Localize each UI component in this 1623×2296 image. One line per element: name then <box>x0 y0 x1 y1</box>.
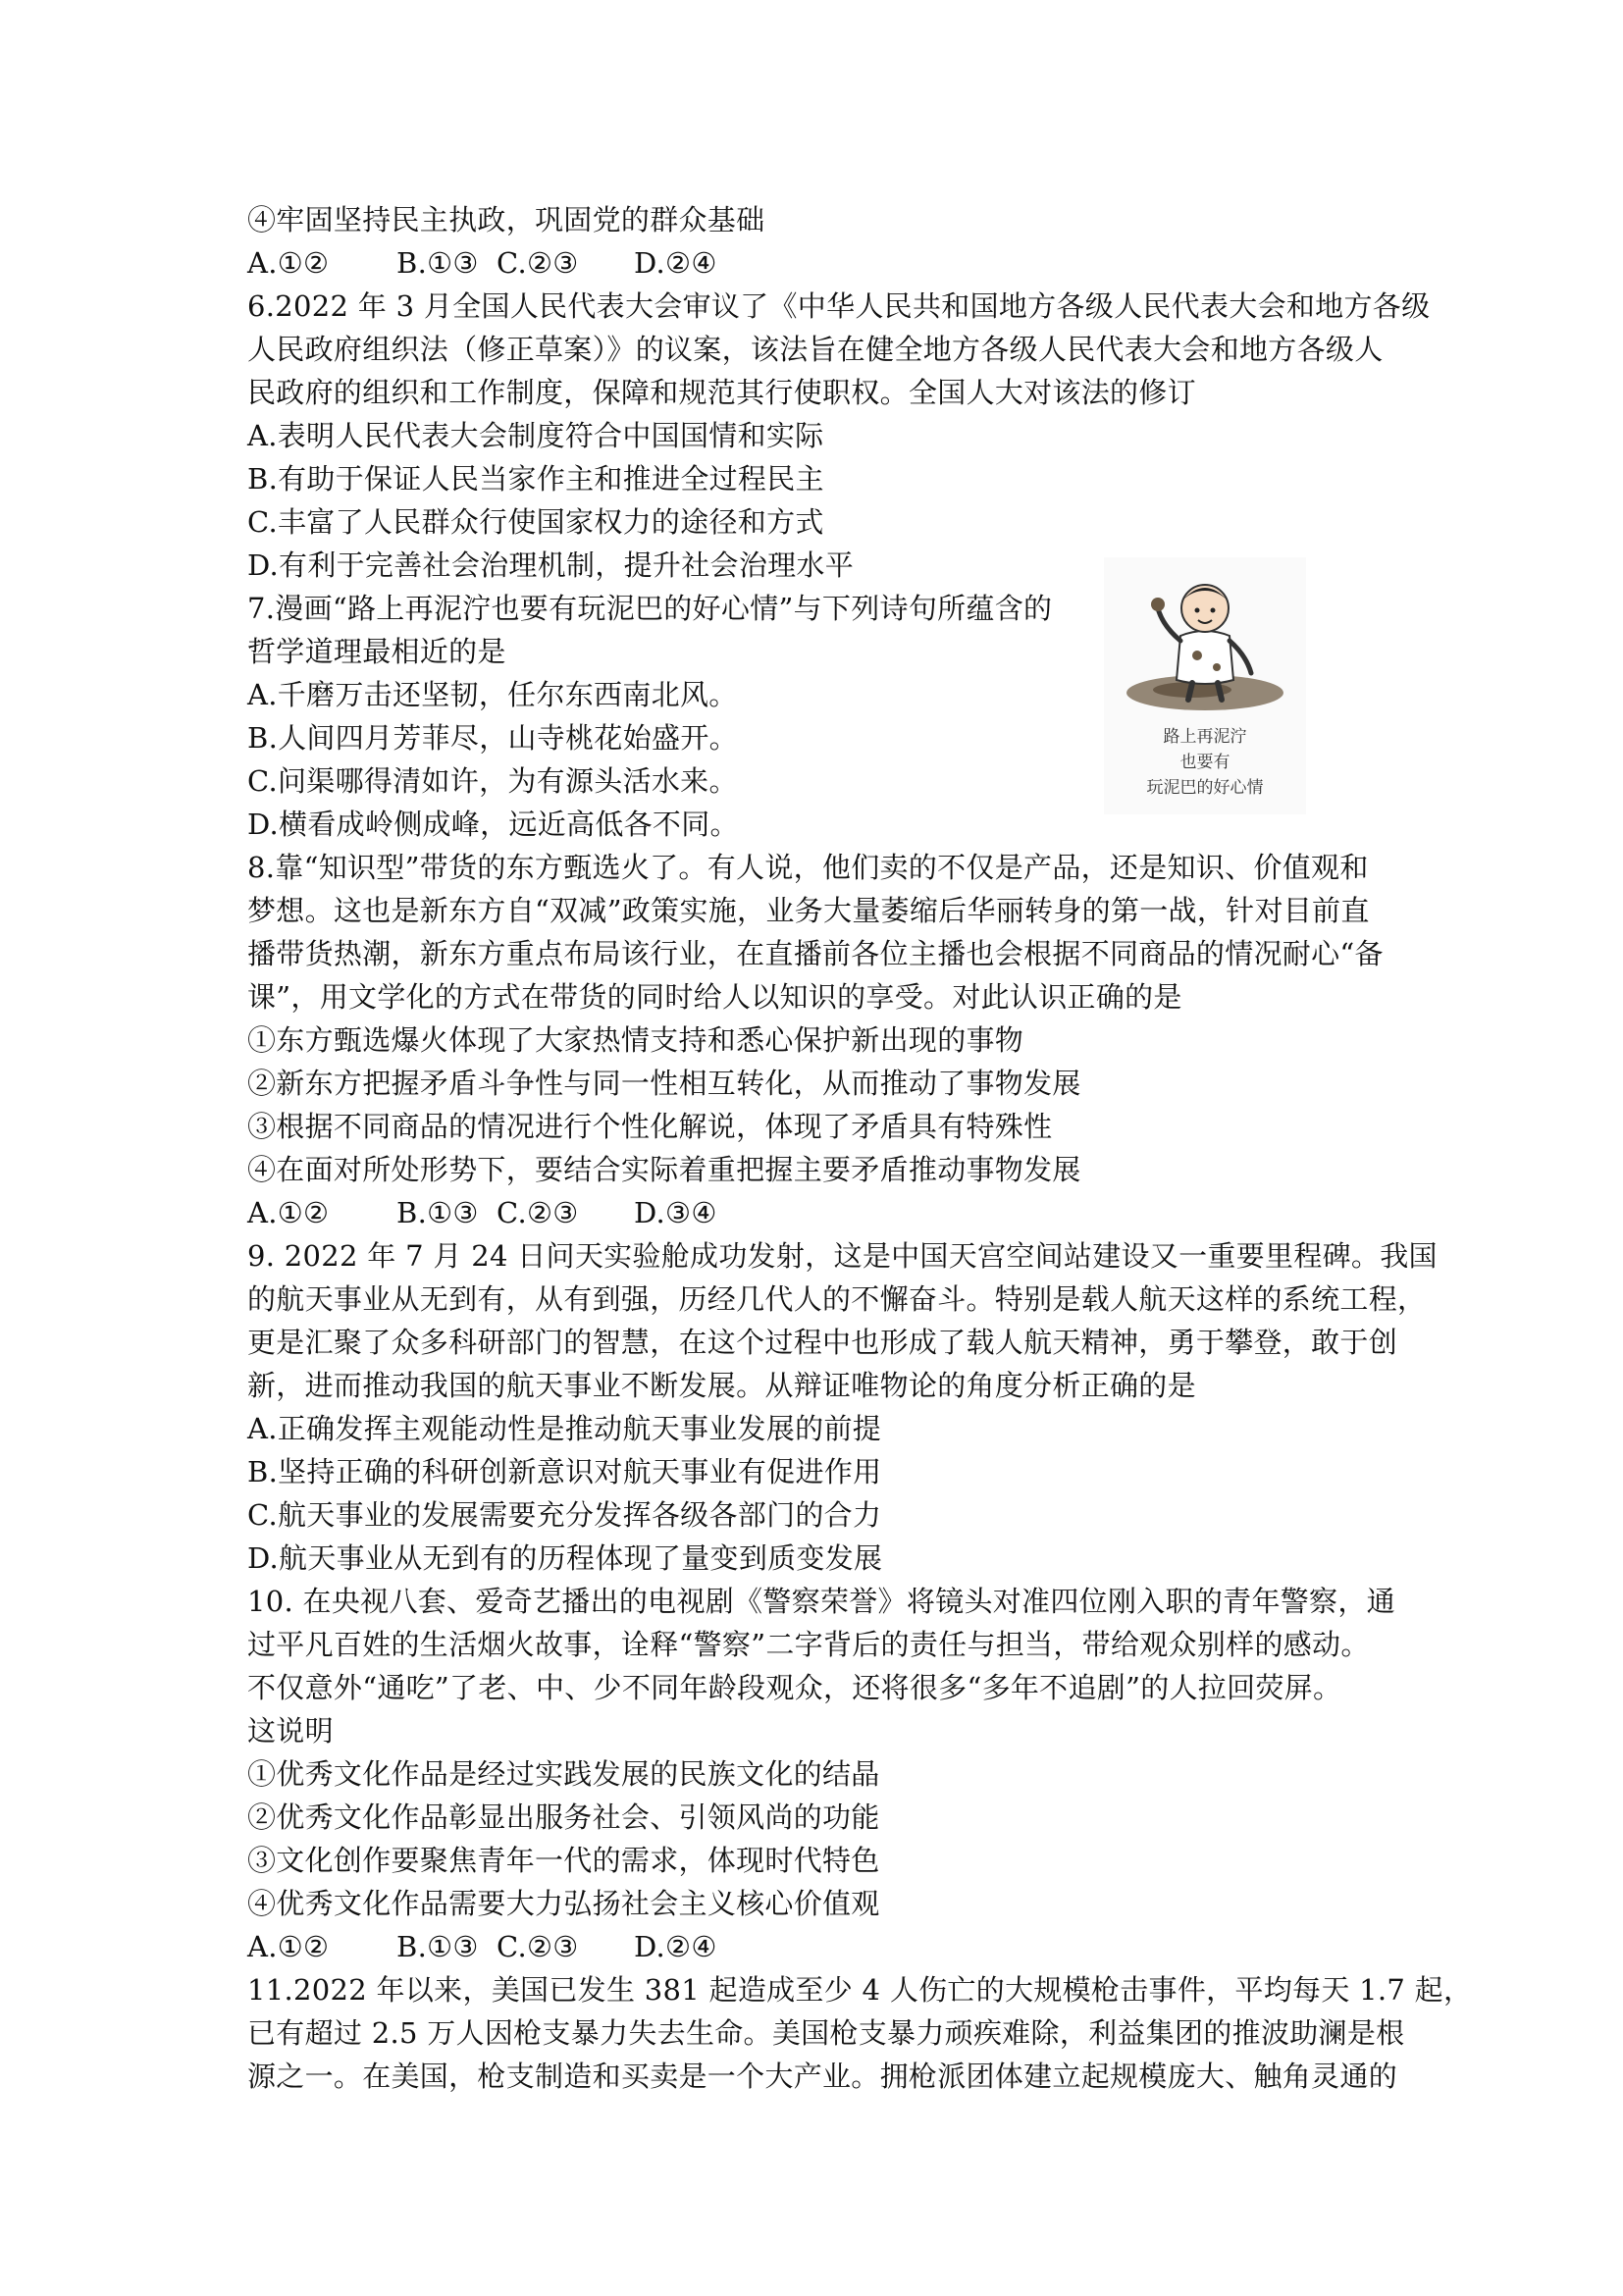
q5-options <box>247 241 1387 285</box>
q5-option-a: A.①② <box>247 246 330 280</box>
q8-stem-line: 播带货热潮，新东方重点布局该行业，在直播前各位主播也会根据不同商品的情况耐心“备 <box>247 937 1384 970</box>
q8-option-c: C.②③ <box>497 1196 579 1229</box>
q7-option-d: D.横看成岭侧成峰，远近高低各不同。 <box>247 808 739 841</box>
q9-stem-line: 9. 2022 年 7 月 24 日问天实验舱成功发射，这是中国天宫空间站建设又一重要里程碑。我国 <box>247 1239 1438 1273</box>
q7-option-c: C.问渠哪得清如许，为有源头活水来。 <box>247 764 738 798</box>
q9-option-d: D.航天事业从无到有的历程体现了量变到质变发展 <box>247 1541 883 1575</box>
q9-option-b: B.坚持正确的科研创新意识对航天事业有促进作用 <box>247 1455 882 1488</box>
q6-option-d: D.有利于完善社会治理机制，提升社会治理水平 <box>247 548 855 582</box>
q10-stem-line: 这说明 <box>247 1714 334 1748</box>
q8-item-1: ①东方甄选爆火体现了大家热情支持和悉心保护新出现的事物 <box>247 1023 1024 1057</box>
q10-option-c: C.②③ <box>497 1930 579 1963</box>
q6-option-a: A.表明人民代表大会制度符合中国国情和实际 <box>247 419 824 452</box>
q8-item-3: ③根据不同商品的情况进行个性化解说，体现了矛盾具有特殊性 <box>247 1110 1053 1143</box>
q10-item-1: ①优秀文化作品是经过实践发展的民族文化的结晶 <box>247 1757 880 1791</box>
q8-stem-line: 梦想。这也是新东方自“双减”政策实施，业务大量萎缩后华丽转身的第一战，针对目前直 <box>247 894 1370 927</box>
q7-option-b: B.人间四月芳菲尽，山寺桃花始盛开。 <box>247 721 738 755</box>
q6-option-c: C.丰富了人民群众行使国家权力的途径和方式 <box>247 505 824 539</box>
q5-option-d: D.②④ <box>634 246 717 280</box>
q8-option-a: A.①② <box>247 1196 330 1229</box>
q7-stem-line: 哲学道理最相近的是 <box>247 635 506 668</box>
q8-stem-line: 8.靠“知识型”带货的东方甄选火了。有人说，他们卖的不仅是产品，还是知识、价值观和 <box>247 851 1369 884</box>
q5-item-4: ④牢固坚持民主执政，巩固党的群众基础 <box>247 203 765 236</box>
q9-stem-line: 新，进而推动我国的航天事业不断发展。从辩证唯物论的角度分析正确的是 <box>247 1369 1196 1402</box>
q9-stem-line: 更是汇聚了众多科研部门的智慧，在这个过程中也形成了载人航天精神，勇于攀登，敢于创 <box>247 1326 1398 1359</box>
q10-stem-line: 不仅意外“通吃”了老、中、少不同年龄段观众，还将很多“多年不追剧”的人拉回荧屏。 <box>247 1671 1342 1704</box>
q5-option-c: C.②③ <box>497 246 579 280</box>
q9-option-a: A.正确发挥主观能动性是推动航天事业发展的前提 <box>247 1412 882 1445</box>
exam-page <box>247 198 1473 2098</box>
cartoon-drawing <box>1104 557 1306 814</box>
q8-stem-line: 课”，用文学化的方式在带货的同时给人以知识的享受。对此认识正确的是 <box>247 980 1182 1014</box>
q8-option-b: B.①③ <box>396 1196 479 1229</box>
q10-options <box>247 1925 1387 1968</box>
q9-stem-line: 的航天事业从无到有，从有到强，历经几代人的不懈奋斗。特别是载人航天这样的系统工程， <box>247 1282 1427 1316</box>
cartoon-caption-line-3: 玩泥巴的好心情 <box>1146 778 1264 798</box>
q8-options <box>247 1191 1387 1234</box>
q9-option-c: C.航天事业的发展需要充分发挥各级各部门的合力 <box>247 1498 882 1532</box>
q10-option-b: B.①③ <box>396 1930 479 1963</box>
q5-option-b: B.①③ <box>396 246 479 280</box>
q6-stem-line: 6.2022 年 3 月全国人民代表大会审议了《中华人民共和国地方各级人民代表大会和地方各级 <box>247 289 1431 323</box>
q10-item-4: ④优秀文化作品需要大力弘扬社会主义核心价值观 <box>247 1887 880 1920</box>
q11-stem-line: 11.2022 年以来，美国已发生 381 起造成至少 4 人伤亡的大规模枪击事件，平均每天 1.7 起， <box>247 1973 1473 2007</box>
q8-item-4: ④在面对所处形势下，要结合实际着重把握主要矛盾推动事物发展 <box>247 1153 1081 1186</box>
q10-option-a: A.①② <box>247 1930 330 1963</box>
q10-item-2: ②优秀文化作品彰显出服务社会、引领风尚的功能 <box>247 1800 880 1834</box>
q6-stem-line: 人民政府组织法（修正草案）》的议案，该法旨在健全地方各级人民代表大会和地方各级人 <box>247 333 1384 366</box>
q10-item-3: ③文化创作要聚焦青年一代的需求，体现时代特色 <box>247 1844 880 1877</box>
q7-option-a: A.千磨万击还坚韧，任尔东西南北风。 <box>247 678 738 711</box>
q11-stem-line: 已有超过 2.5 万人因枪支暴力失去生命。美国枪支暴力顽疾难除，利益集团的推波助澜是根 <box>247 2016 1405 2050</box>
cartoon-caption-line-2: 也要有 <box>1179 753 1230 772</box>
q6-option-b: B.有助于保证人民当家作主和推进全过程民主 <box>247 462 824 496</box>
q7-cartoon-image <box>1104 557 1306 814</box>
q10-option-d: D.②④ <box>634 1930 717 1963</box>
q10-stem-line: 10. 在央视八套、爱奇艺播出的电视剧《警察荣誉》将镜头对准四位刚入职的青年警察，通 <box>247 1585 1395 1618</box>
q10-stem-line: 过平凡百姓的生活烟火故事，诠释“警察”二字背后的责任与担当，带给观众别样的感动。 <box>247 1628 1370 1661</box>
q6-stem-line: 民政府的组织和工作制度，保障和规范其行使职权。全国人大对该法的修订 <box>247 376 1196 409</box>
cartoon-caption-line-1: 路上再泥泞 <box>1163 727 1247 747</box>
q7-stem-line: 7.漫画“路上再泥泞也要有玩泥巴的好心情”与下列诗句所蕴含的 <box>247 592 1053 625</box>
q11-stem-line: 源之一。在美国，枪支制造和买卖是一个大产业。拥枪派团体建立起规模庞大、触角灵通的 <box>247 2060 1398 2093</box>
q8-option-d: D.③④ <box>634 1196 717 1229</box>
q8-item-2: ②新东方把握矛盾斗争性与同一性相互转化，从而推动了事物发展 <box>247 1067 1081 1100</box>
